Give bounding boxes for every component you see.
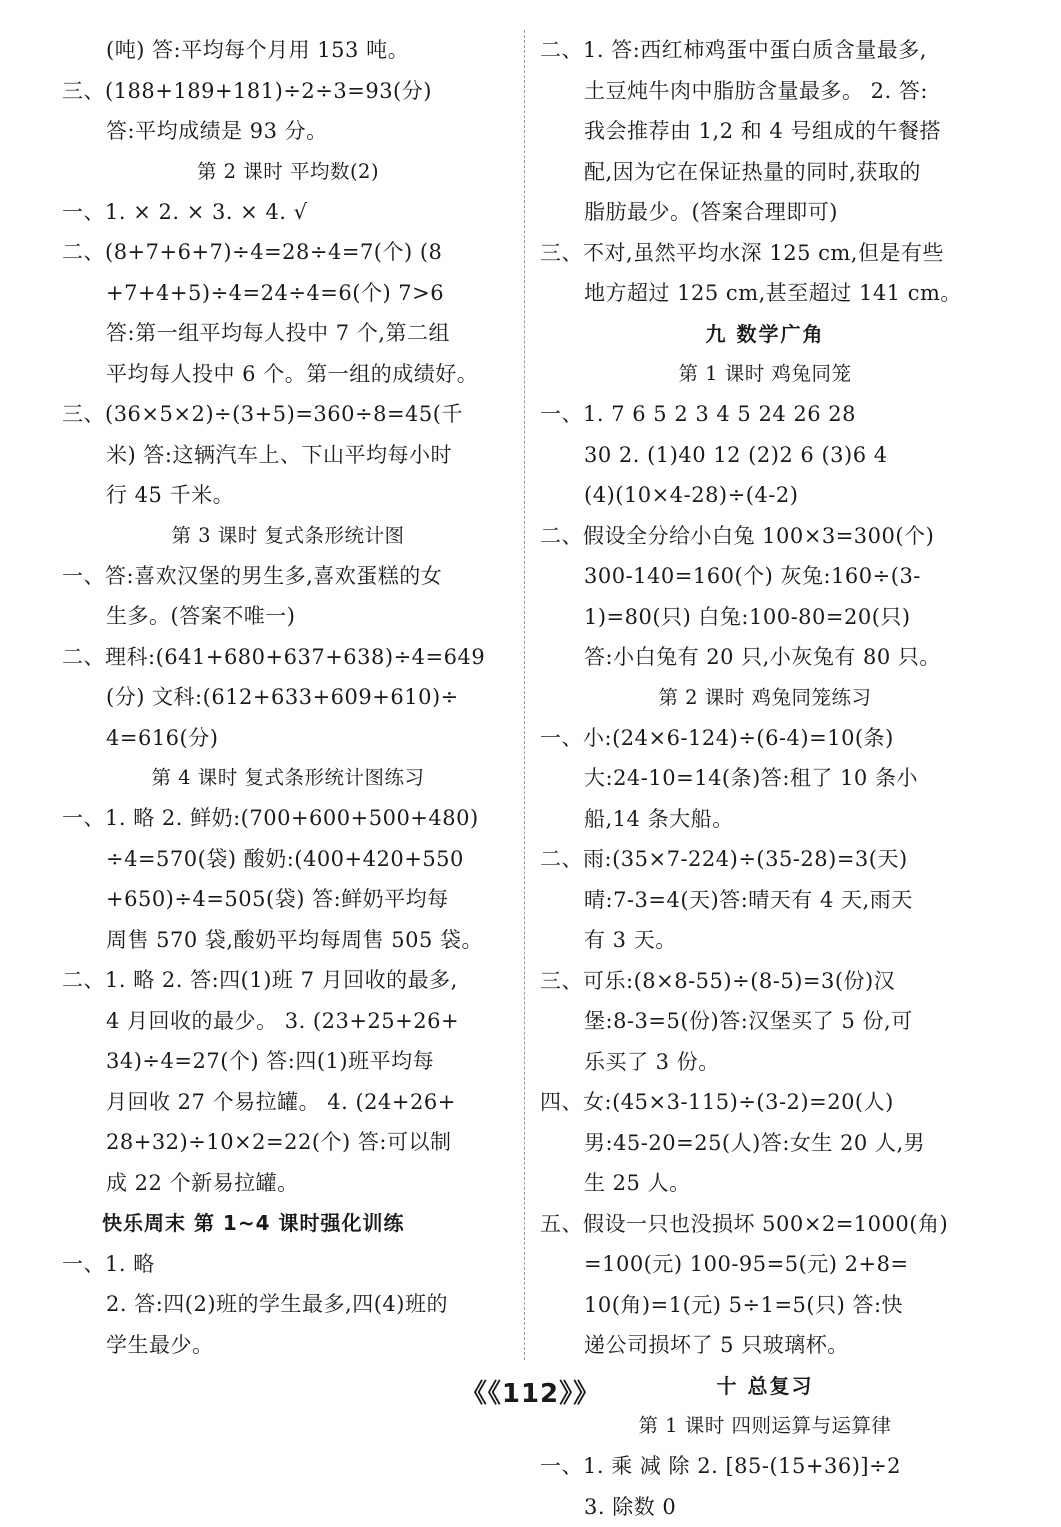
- left-section-heading: 快乐周末 第 1~4 课时强化训练: [62, 1203, 514, 1244]
- left-answer-line: 平均每人投中 6 个。第一组的成绩好。: [62, 354, 514, 395]
- left-lesson-heading: 第 4 课时 复式条形统计图练习: [62, 758, 514, 798]
- left-answer-line: 34)÷4=27(个) 答:四(1)班平均每: [62, 1041, 514, 1082]
- right-answer-line: 生 25 人。: [540, 1163, 990, 1204]
- left-lesson-heading: 第 2 课时 平均数(2): [62, 152, 514, 192]
- right-answer-line: 大:24-10=14(条)答:租了 10 条小: [540, 758, 990, 799]
- left-answer-line: 三、(188+189+181)÷2÷3=93(分): [62, 71, 514, 112]
- left-answer-line: 三、(36×5×2)÷(3+5)=360÷8=45(千: [62, 394, 514, 435]
- right-answer-line: 一、1. 乘 减 除 2. [85-(15+36)]÷2: [540, 1446, 990, 1487]
- right-lesson-heading: 第 2 课时 鸡兔同笼练习: [540, 678, 990, 718]
- left-answer-line: 二、1. 略 2. 答:四(1)班 7 月回收的最多,: [62, 960, 514, 1001]
- right-answer-line: =100(元) 100-95=5(元) 2+8=: [540, 1244, 990, 1285]
- left-answer-line: 一、1. 略: [62, 1244, 514, 1285]
- left-answer-line: 行 45 千米。: [62, 475, 514, 516]
- right-answer-line: 男:45-20=25(人)答:女生 20 人,男: [540, 1123, 990, 1164]
- left-answer-line: 二、理科:(641+680+637+638)÷4=649: [62, 637, 514, 678]
- right-answer-line: 二、1. 答:西红柿鸡蛋中蛋白质含量最多,: [540, 30, 990, 71]
- left-answer-line: ÷4=570(袋) 酸奶:(400+420+550: [62, 839, 514, 880]
- right-answer-line: 三、不对,虽然平均水深 125 cm,但是有些: [540, 233, 990, 274]
- right-answer-line: 30 2. (1)40 12 (2)2 6 (3)6 4: [540, 435, 990, 476]
- right-answer-line: 有 3 天。: [540, 920, 990, 961]
- right-answer-line: 乐买了 3 份。: [540, 1042, 990, 1083]
- right-answer-line: 土豆炖牛肉中脂肪含量最多。 2. 答:: [540, 71, 990, 112]
- left-answer-line: +7+4+5)÷4=24÷4=6(个) 7>6: [62, 273, 514, 314]
- right-answer-line: 堡:8-3=5(份)答:汉堡买了 5 份,可: [540, 1001, 990, 1042]
- right-answer-line: 五、假设一只也没损坏 500×2=1000(角): [540, 1204, 990, 1245]
- page-number: 《《112》》: [0, 1373, 1061, 1410]
- right-answer-line: 递公司损坏了 5 只玻璃杯。: [540, 1325, 990, 1366]
- right-lesson-heading: 第 1 课时 四则运算与运算律: [540, 1406, 990, 1446]
- right-answer-line: 3. 除数 0: [540, 1487, 990, 1527]
- left-answer-line: 28+32)÷10×2=22(个) 答:可以制: [62, 1122, 514, 1163]
- left-answer-line: (分) 文科:(612+633+609+610)÷: [62, 677, 514, 718]
- right-answer-line: 配,因为它在保证热量的同时,获取的: [540, 152, 990, 193]
- left-answer-line: 一、1. 略 2. 鲜奶:(700+600+500+480): [62, 798, 514, 839]
- left-answer-line: 一、1. × 2. × 3. × 4. √: [62, 192, 514, 233]
- left-column: [62, 30, 514, 1365]
- right-answer-line: 脂肪最少。(答案合理即可): [540, 192, 990, 233]
- left-lesson-heading: 第 3 课时 复式条形统计图: [62, 516, 514, 556]
- right-answer-line: 300-140=160(个) 灰兔:160÷(3-: [540, 556, 990, 597]
- left-answer-line: +650)÷4=505(袋) 答:鲜奶平均每: [62, 879, 514, 920]
- left-answer-line: 生多。(答案不唯一): [62, 596, 514, 637]
- right-answer-line: 一、1. 7 6 5 2 3 4 5 24 26 28: [540, 394, 990, 435]
- left-answer-line: 一、答:喜欢汉堡的男生多,喜欢蛋糕的女: [62, 556, 514, 597]
- right-answer-line: 1)=80(只) 白兔:100-80=20(只): [540, 597, 990, 638]
- right-answer-line: 答:小白兔有 20 只,小灰兔有 80 只。: [540, 637, 990, 678]
- right-lesson-heading: 第 1 课时 鸡兔同笼: [540, 354, 990, 394]
- left-answer-line: 二、(8+7+6+7)÷4=28÷4=7(个) (8: [62, 232, 514, 273]
- right-answer-line: 二、雨:(35×7-224)÷(35-28)=3(天): [540, 839, 990, 880]
- right-answer-line: 地方超过 125 cm,甚至超过 141 cm。: [540, 273, 990, 314]
- right-answer-line: 船,14 条大船。: [540, 799, 990, 840]
- right-answer-line: 晴:7-3=4(天)答:晴天有 4 天,雨天: [540, 880, 990, 921]
- right-unit-heading: 十 总复习: [540, 1366, 990, 1407]
- right-unit-heading: 九 数学广角: [540, 314, 990, 355]
- left-answer-line: 4=616(分): [62, 718, 514, 759]
- left-answer-line: 周售 570 袋,酸奶平均每周售 505 袋。: [62, 920, 514, 961]
- right-answer-line: 一、小:(24×6-124)÷(6-4)=10(条): [540, 718, 990, 759]
- column-divider: [524, 30, 525, 1360]
- left-answer-line: 答:平均成绩是 93 分。: [62, 111, 514, 152]
- right-answer-line: 我会推荐由 1,2 和 4 号组成的午餐搭: [540, 111, 990, 152]
- right-answer-line: 四、女:(45×3-115)÷(3-2)=20(人): [540, 1082, 990, 1123]
- right-column: [540, 30, 990, 1527]
- right-answer-line: (4)(10×4-28)÷(4-2): [540, 475, 990, 516]
- right-answer-line: 10(角)=1(元) 5÷1=5(只) 答:快: [540, 1285, 990, 1326]
- left-answer-line: 米) 答:这辆汽车上、下山平均每小时: [62, 435, 514, 476]
- right-answer-line: 二、假设全分给小白兔 100×3=300(个): [540, 516, 990, 557]
- left-answer-line: (吨) 答:平均每个月用 153 吨。: [62, 30, 514, 71]
- left-answer-line: 月回收 27 个易拉罐。 4. (24+26+: [62, 1082, 514, 1123]
- left-answer-line: 成 22 个新易拉罐。: [62, 1163, 514, 1204]
- left-answer-line: 2. 答:四(2)班的学生最多,四(4)班的: [62, 1284, 514, 1325]
- left-answer-line: 答:第一组平均每人投中 7 个,第二组: [62, 313, 514, 354]
- left-answer-line: 4 月回收的最少。 3. (23+25+26+: [62, 1001, 514, 1042]
- left-answer-line: 学生最少。: [62, 1325, 514, 1366]
- right-answer-line: 三、可乐:(8×8-55)÷(8-5)=3(份)汉: [540, 961, 990, 1002]
